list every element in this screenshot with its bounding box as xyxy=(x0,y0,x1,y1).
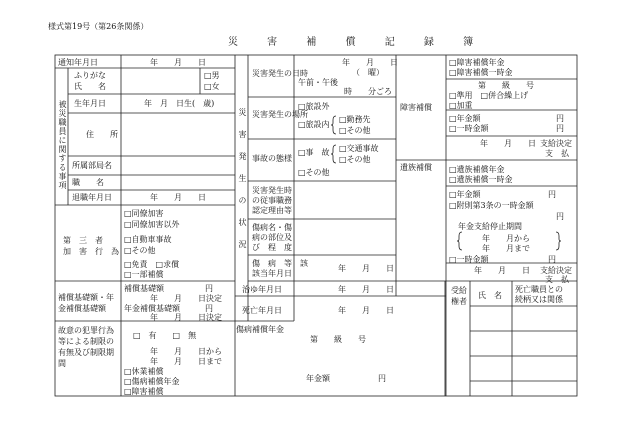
disability-opt-pension[interactable]: □障害補償年金 xyxy=(449,58,505,67)
base-pay-line1-unit: 円 xyxy=(205,284,213,293)
time-text: 時 分ごろ xyxy=(344,87,392,96)
survivor-amount-pension[interactable]: □年金額 xyxy=(449,190,481,199)
survivor-stop-to: 年 月まで xyxy=(482,244,530,253)
duty-label3: 認定理由等 xyxy=(252,206,292,215)
disability-amount-pension[interactable]: □年金額 xyxy=(449,114,481,123)
dept-label: 所属部局名 xyxy=(72,161,112,170)
cure-date-label: 治ゆ年月日 xyxy=(242,285,282,294)
base-pay-line1: 補償基礎額 xyxy=(124,284,164,293)
restriction-has-checkbox[interactable]: □ 有 □ 無 xyxy=(133,331,197,340)
disability-date: 年 月 日 xyxy=(480,139,536,148)
datetime-value1: 年 月 日 xyxy=(342,58,398,67)
survivor-stop-from: 年 月から xyxy=(482,234,530,243)
opt-partial-compensation[interactable]: □一部補償 xyxy=(124,270,164,279)
restriction-label1: 故意の犯罪行為 xyxy=(58,326,114,335)
disability-grade: 第 級 号 xyxy=(478,81,534,90)
survivor-decided: 支給決定 xyxy=(540,266,572,275)
datetime-label: 災害発生の日時 xyxy=(252,69,308,78)
injury-label3: び 程 度 xyxy=(252,243,292,252)
restriction-label3: 有無及び制限期 xyxy=(58,348,114,357)
birth-date-value: 年 月 日生( 歳) xyxy=(144,99,215,108)
retire-date-value: 年 月 日 xyxy=(150,193,206,202)
mode-label: 事故の態様 xyxy=(252,154,292,163)
disability-decided: 支給決定 xyxy=(540,139,572,148)
restriction-label2: 等による制限の xyxy=(58,337,114,346)
victim-block-label: 被災職員に関する事項 xyxy=(58,100,67,190)
disability-opt-lump[interactable]: □障害補償一時金 xyxy=(449,68,513,77)
recipient-rel-label2: 続柄又は関係 xyxy=(515,295,563,304)
base-pay-line2-date: 年 月 日決定 xyxy=(150,313,222,322)
third-party-label: 第 三 者 xyxy=(63,236,103,245)
disability-opt-apply[interactable]: □準用 □併合繰上げ xyxy=(449,91,529,100)
name-label: 氏 名 xyxy=(74,82,106,91)
restriction-label4: 間 xyxy=(58,359,66,368)
survivor-stop-label: 年金支給停止期間 xyxy=(458,222,522,231)
injury-label1: 傷病名・傷 xyxy=(252,223,292,232)
sick-pension-amount: 年金額 円 xyxy=(306,374,386,383)
opt-injury-pension[interactable]: □傷病補償年金 xyxy=(124,377,180,386)
notification-date-label: 通知年月日 xyxy=(58,58,98,67)
form-number: 様式第19号（第26条関係） xyxy=(48,22,149,31)
datetime-value2: （ 曜） xyxy=(352,68,384,77)
recipient-label2: 権者 xyxy=(451,297,467,306)
survivor-opt-pension[interactable]: □遺族補償年金 xyxy=(449,165,505,174)
opt-disability-compensation[interactable]: □障害補償 xyxy=(124,387,164,396)
opt-coworker-assault[interactable]: □同僚加害 xyxy=(124,209,164,218)
cure-date-value: 年 月 日 xyxy=(338,285,394,294)
base-pay-label: 補償基礎額・年 xyxy=(58,293,114,302)
sick-pension-grade: 第 級 号 xyxy=(310,335,366,344)
sex-female-checkbox[interactable]: □女 xyxy=(204,82,220,91)
disability-label: 障害補償 xyxy=(400,103,432,112)
opt-exempt-claim[interactable]: □免責 □求償 xyxy=(124,260,180,269)
recipient-rel-label1: 死亡職員との xyxy=(515,285,563,294)
furigana-label: ふりがな xyxy=(74,71,106,80)
sex-male-checkbox[interactable]: □男 xyxy=(204,71,220,80)
notification-date-value: 年 月 日 xyxy=(150,58,206,67)
birth-date-label: 生年月日 xyxy=(74,99,106,108)
page-title: 災 害 補 償 記 録 簿 xyxy=(228,37,474,48)
restriction-to: 年 月 日まで xyxy=(150,357,222,366)
duty-label2: の従事職務 xyxy=(252,196,292,205)
onset-date-value: 年 月 日 xyxy=(338,264,394,273)
survivor-amount-lump-unit: 円 xyxy=(548,255,556,264)
survivor-opt-lump[interactable]: □遺族補償一時金 xyxy=(449,175,513,184)
place-opt-outside[interactable]: □旅設外 xyxy=(298,102,330,111)
base-pay-line1-date: 年 月 日決定 xyxy=(150,294,222,303)
base-pay-line2: 年金補償基礎額 xyxy=(124,304,180,313)
place-sub-other[interactable]: □その他 xyxy=(339,126,371,135)
base-pay-line2-unit: 円 xyxy=(205,304,213,313)
opt-other[interactable]: □その他 xyxy=(124,246,156,255)
place-label: 災害発生の場所 xyxy=(252,110,308,119)
onset-label1: 傷 病 等 該 xyxy=(252,259,308,268)
disability-opt-aggravation[interactable]: □加重 xyxy=(449,101,473,110)
disability-amount-lump-unit: 円 xyxy=(556,124,564,133)
mode-sub-traffic[interactable]: □交通事故 xyxy=(339,144,379,153)
mode-opt-accident[interactable]: □事 故 xyxy=(298,148,330,157)
opt-leave-compensation[interactable]: □休業補償 xyxy=(124,367,164,376)
place-opt-inside[interactable]: □旅設内 xyxy=(298,120,330,129)
survivor-date: 年 月 日 xyxy=(474,266,530,275)
address-label: 住 所 xyxy=(86,130,118,139)
restriction-from: 年 月 日から xyxy=(150,347,222,356)
base-pay-label2: 金補償基礎額 xyxy=(58,304,106,313)
duty-label1: 災害発生時 xyxy=(252,186,292,195)
disability-amount-lump[interactable]: □一時金額 xyxy=(449,124,489,133)
death-date-label: 死亡年月日 xyxy=(242,306,282,315)
survivor-amount-pension-unit: 円 xyxy=(548,190,556,199)
position-label: 職 名 xyxy=(72,178,104,187)
retire-date-label: 退職年月日 xyxy=(72,193,112,202)
injury-label2: 病の部位及 xyxy=(252,233,292,242)
survivor-amount-lump[interactable]: □一時金額 xyxy=(449,255,489,264)
mode-sub-other[interactable]: □その他 xyxy=(339,155,371,164)
survivor-paid: 支 払 xyxy=(545,275,569,284)
recipient-name-label: 氏 名 xyxy=(478,291,502,300)
disaster-vert-label: 災害発生の状況 xyxy=(238,108,247,262)
opt-non-coworker-assault[interactable]: □同僚加害以外 xyxy=(124,220,180,229)
death-date-value: 年 月 日 xyxy=(338,306,394,315)
ampm-text: 午前・午後 xyxy=(298,78,338,87)
mode-opt-other[interactable]: □その他 xyxy=(298,168,330,177)
survivor-label: 遺族補償 xyxy=(400,163,432,172)
recipient-label1: 受給 xyxy=(451,286,467,295)
onset-label2: 該当年月日 xyxy=(252,269,292,278)
place-sub-workplace[interactable]: □勤務先 xyxy=(339,115,371,124)
sick-pension-label: 傷病補償年金 xyxy=(236,325,284,334)
opt-car-accident[interactable]: □自動車事故 xyxy=(124,235,172,244)
disability-paid: 支 払 xyxy=(545,149,569,158)
third-party-label2: 加 害 行 為 xyxy=(63,247,119,256)
survivor-amount-appendix[interactable]: □附則第3条の一時金額 xyxy=(449,201,534,210)
survivor-amount-appendix-unit: 円 xyxy=(556,212,564,221)
disability-amount-pension-unit: 円 xyxy=(556,114,564,123)
